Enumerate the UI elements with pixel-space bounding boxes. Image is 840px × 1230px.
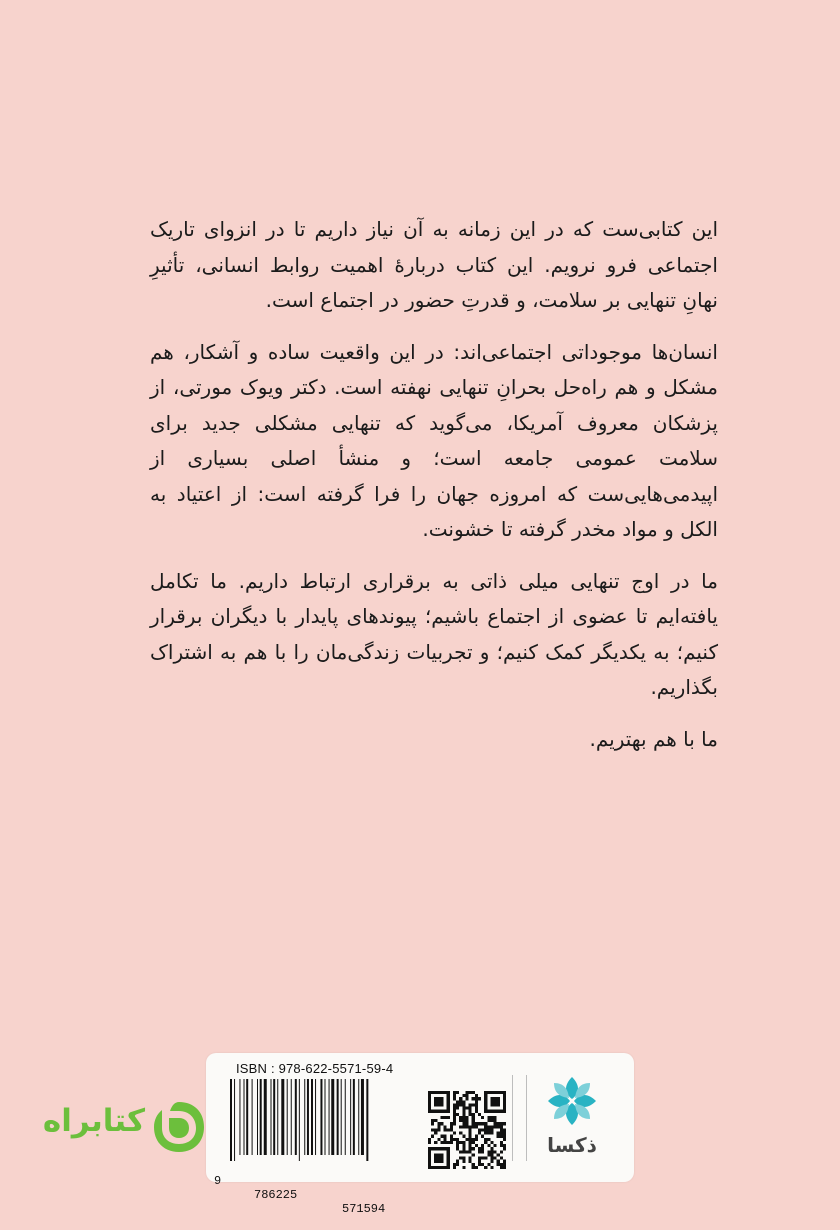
- book-leaf-logo-icon: [150, 1098, 208, 1156]
- flower-logo-icon: [544, 1073, 600, 1129]
- qr-code: [428, 1091, 506, 1169]
- barcode-digit-group-3: 571594: [342, 1202, 386, 1216]
- paragraph-2: انسان‌ها موجوداتی اجتماعی‌اند: در این واقعیت ساده و آشکار، هم مشکل و هم راه‌حل بحرانِ تنهایی نهفته است. دکتر ویوک مورتی، از پزشکان معروف آمریکا، می‌گوید که تنهایی مشکلی جدید برای سلامت عمومی جامعه است؛ و منشأ اصلی بسیاری از اپیدمی‌هایی‌ست که امروزه جهان را فرا گرفته است: از اعتیاد به الکل و مواد مخدر گرفته تا خشونت.: [150, 339, 718, 541]
- isbn-label: ISBN : 978-622-5571-59-4: [236, 1061, 394, 1076]
- barcode-image: [224, 1079, 424, 1161]
- isbn-info-box: [206, 1053, 634, 1216]
- barcode-digit-group-2: 786225: [254, 1188, 298, 1202]
- barcode-digit-group-1: 9: [214, 1174, 222, 1188]
- watermark-name: کتابراه: [42, 1103, 146, 1139]
- paragraph-4: ما با هم بهتریم.: [589, 726, 718, 751]
- back-cover-text: [150, 212, 718, 773]
- paragraph-3: ما در اوج تنهایی میلی ذاتی به برقراری ارتباط داریم. ما تکامل یافته‌ایم تا عضوی از اجتماع باشیم؛ پیوندهای پایدار با دیگران برقرار کنیم؛ به یکدیگر کمک کنیم؛ و تجربیات زندگی‌مان را با هم به اشتراک بگذاریم.: [150, 568, 718, 699]
- publisher-name: ذکسا: [547, 1133, 597, 1157]
- barcode-digits: [214, 1160, 429, 1230]
- paragraph-1: این کتابی‌ست که در این زمانه به آن نیاز داریم تا در انزوای تاریک اجتماعی فرو نرویم. این کتاب دربارهٔ اهمیت روابط انسانی، تأثیرِ نهانِ تنهایی بر سلامت، و قدرتِ حضور در اجتماع است.: [150, 217, 718, 312]
- divider-left: [512, 1075, 513, 1161]
- divider-right: [526, 1075, 527, 1161]
